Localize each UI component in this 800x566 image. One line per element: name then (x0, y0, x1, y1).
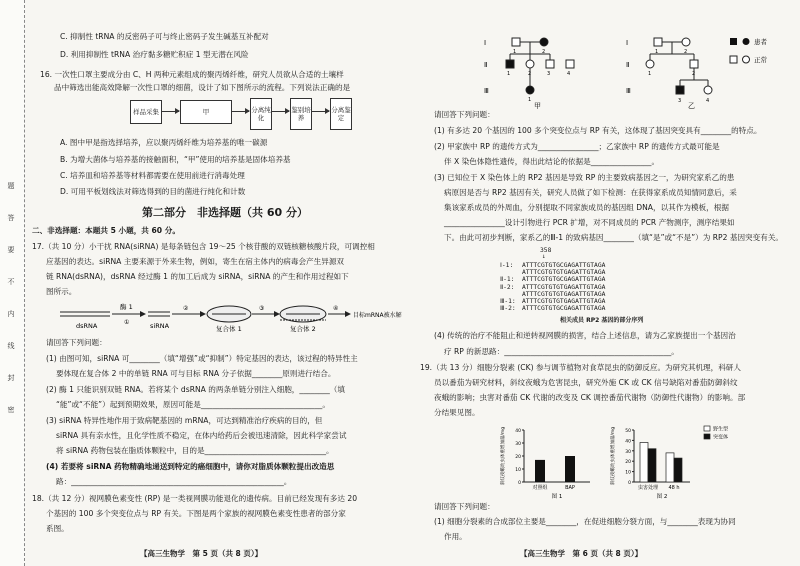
q17-part-2-cont: “能”或“不能”）起到预期效果，原因可能是________________________________。 (56, 400, 330, 409)
margin-char: 题 (7, 182, 15, 190)
bar (565, 456, 575, 482)
sequence-row (500, 269, 605, 276)
margin-char: 答 (7, 214, 15, 222)
q16-option-d: D. 可用平板划线法对筛选得到的目的菌进行纯化和计数 (60, 187, 246, 196)
sequence-text: ATTTCGTGTGCGAGATTGTAGA (522, 305, 606, 313)
step-marker: ③ (259, 305, 265, 312)
bar (648, 449, 656, 482)
margin-char: 内 (7, 310, 15, 318)
section-2-instruction: 二、非选择题：本题共 5 小题，共 60 分。 (32, 226, 180, 235)
q15-option-d: D. 利用抑制性 tRNA 治疗黏多糖贮积症 1 型无潜在风险 (60, 50, 249, 59)
individual-number: 2 (692, 71, 696, 77)
step-marker: ② (183, 305, 189, 312)
q19-stem-line: 夜蛾的影响；虫害对番茄 CK 代谢的改变及 CK 调控番茄代谢物（防御性代谢物）的影响。部 (434, 393, 746, 402)
sequence-row (500, 298, 605, 305)
individual-number: 3 (547, 71, 551, 77)
q16-stem-line: 品中筛选出能高效降解一次性口罩的细菌，设计了如下图所示的流程。下列说法正确的是 (54, 83, 351, 92)
q18-part-3: (3) 已知位于 X 染色体上的 RP2 基因是导致 RP 的主要致病基因之一，为研究家系乙的患 (434, 173, 735, 182)
q17-stem-line: 链 RNA(dsRNA)，dsRNA 经过酶 1 的加工后成为 siRNA，siRNA 的产生和作用过程如下 (46, 272, 349, 281)
sequence-text: ATTTCGTGTGTGAGATTGTAGA (522, 269, 606, 277)
sequence-label: Ⅲ-1: (500, 298, 516, 305)
q18-pedigrees (480, 30, 790, 110)
binding-margin (0, 0, 25, 566)
page-footer-right: 【高三生物学 第 6 页（共 8 页）】 (520, 549, 643, 558)
male-normal (690, 60, 698, 68)
sequence-row (500, 305, 605, 312)
y-tick-label: 50 (625, 429, 631, 434)
q18-part-1: (1) 有多达 20 个基因的 100 多个突变位点与 RP 有关，这体现了基因突变具有________的特点。 (434, 126, 762, 135)
female-normal (526, 60, 534, 68)
q19-part-1: (1) 细胞分裂素的合成部位主要是________，在促进细胞分裂方面，与________表现为协同 (434, 517, 736, 526)
q18-stem-line: 18.（共 12 分）视网膜色素变性 (RP) 是一类视网膜功能退化的遗传病。目前已经发现有多达 20 (32, 494, 358, 503)
y-tick-label: 20 (515, 455, 521, 460)
q17-part-3-cont: 将 siRNA 药物包装在脂质体颗粒中，目的是________________________________。 (56, 446, 334, 455)
y-tick-label: 10 (625, 470, 631, 476)
answer-prompt: 请回答下列问题： (46, 338, 107, 347)
bar (674, 458, 682, 482)
margin-char: 密 (7, 406, 15, 414)
q18-part-3-cont: 集该家系成员的外周血，分别提取不同家族成员的基因组 DNA，以其作为模板，根据 (444, 203, 729, 212)
male-normal (566, 60, 574, 68)
arrow-head (200, 311, 206, 317)
generation-label: Ⅰ (484, 39, 487, 47)
page-5-column (30, 0, 412, 566)
y-tick-label: 40 (515, 429, 521, 434)
sequence-row (500, 276, 605, 283)
margin-char: 线 (7, 342, 15, 350)
q18-part-3-cont: ________________设计引物进行 PCR 扩增，对不同成员的 PCR 产物测序，测序结果如 (444, 218, 735, 227)
legend-female-patient (743, 38, 750, 45)
male-patient (506, 60, 514, 68)
male-normal (546, 60, 554, 68)
page-footer-left: 【高三生物学 第 5 页（共 8 页）】 (140, 549, 263, 558)
sequence-label: Ⅱ-2: (500, 283, 515, 291)
q16-option-a: A. 图中甲是指选择培养，应以聚丙烯纤维为培养基的唯一碳源 (60, 138, 268, 147)
sequence-label: Ⅰ-1: (500, 262, 514, 269)
flow-box-jia: 甲 (180, 100, 232, 124)
generation-label: Ⅲ (484, 87, 489, 95)
flow-box-identify: 鉴别培养 (290, 98, 312, 130)
individual-number: 2 (542, 49, 546, 55)
flow-box-confirm: 分离鉴定 (330, 98, 352, 130)
q18-part-4: (4) 传统的治疗不能阻止和逆转视网膜的损害，结合上述信息，请为乙家族提出一个基因治 (434, 331, 736, 340)
legend-normal-label: 正常 (754, 56, 767, 64)
q16-stem-line: 16. 一次性口罩主要成分由 C、H 两种元素组成的聚丙烯纤维，研究人员欲从合适的土壤样 (40, 70, 344, 79)
answer-prompt: 请回答下列问题： (434, 110, 495, 119)
q17-part-4: (4) 若要将 siRNA 药物精确地递送到特定的癌细胞中，请你对脂质体颗粒提出改造思 (46, 462, 335, 471)
figure-1-chart (498, 420, 598, 500)
label-complex-2: 复合体 2 (290, 325, 316, 333)
sequence-marker: 358 (540, 247, 552, 254)
individual-number: 1 (655, 49, 659, 55)
individual-number: 2 (684, 49, 688, 55)
y-tick-label: 0 (628, 481, 631, 486)
margin-char: 不 (7, 278, 15, 286)
generation-label: Ⅱ (626, 61, 630, 69)
margin-char: 封 (7, 374, 15, 382)
q19-part-1-cont: 作用。 (444, 532, 467, 541)
arrow-head (140, 311, 146, 317)
margin-char: 要 (7, 246, 15, 254)
sequence-label: Ⅲ-2: (500, 305, 516, 313)
sequence-marker-arrow: ↓ (542, 253, 546, 260)
q16-option-b: B. 为增大菌体与培养基的接触面积，“甲”使用的培养基是固体培养基 (60, 155, 291, 164)
generation-label: Ⅱ (484, 61, 488, 69)
q17-part-4-cont: 路：________________________________________________________。 (56, 477, 292, 486)
answer-prompt: 请回答下列问题： (434, 502, 495, 511)
individual-number: 4 (706, 98, 710, 104)
arrow-head (274, 311, 280, 317)
q19-stem-line: 分结果见图。 (434, 408, 480, 417)
figure-2-chart (608, 420, 748, 500)
step-marker: ④ (333, 305, 339, 312)
legend-male-normal (730, 56, 737, 63)
legend-swatch (704, 426, 710, 431)
q17-part-3-cont: siRNA 具有亲水性，且化学性质不稳定，在体内给药后会被迅速清除，因此科学家尝试 (56, 431, 347, 440)
q17-sirna-diagram (40, 300, 410, 336)
generation-label: Ⅲ (626, 87, 631, 95)
flow-arrow (231, 111, 249, 112)
q17-part-2: (2) 酶 1 只能识别双链 RNA。若将某个 dsRNA 的两条单链分别注入细胞，________（填 (46, 385, 345, 394)
legend-patient-label: 患者 (754, 38, 767, 46)
individual-number: 4 (567, 71, 571, 77)
label-complex-1: 复合体 1 (216, 325, 242, 333)
sequence-label: Ⅱ-1: (500, 276, 515, 284)
q16-option-c: C. 培养皿和培养基等材料都需要在使用前进行消毒处理 (60, 171, 245, 180)
pedigree-yi-label: 乙 (688, 102, 695, 110)
y-tick-label: 30 (625, 449, 631, 455)
sequence-text: ATTTCGTGTGTGAGATTGTAGA (522, 290, 606, 298)
q17-part-3: (3) siRNA 特异性地作用于致病靶基因的 mRNA，可达到精准治疗疾病的目的，但 (46, 416, 323, 425)
q18-part-4-cont: 疗 RP 的新思路：____________________________________________。 (444, 347, 679, 356)
flow-box-sample: 样品采集 (130, 100, 162, 124)
male-patient (676, 86, 684, 94)
label-dsrna: dsRNA (76, 322, 98, 330)
legend-label: 突变体 (713, 434, 729, 441)
y-tick-label: 40 (625, 439, 631, 445)
q18-part-3-cont: 病原因是否与 RP2 基因有关，研究人员做了如下检测：在获得家系成员知情同意后，采 (444, 188, 737, 197)
y-tick-label: 0 (518, 481, 521, 486)
bar (640, 442, 648, 482)
q17-stem-line: 17.（共 10 分）小干扰 RNA(siRNA) 是每条链包含 19～25 个核苷酸的双链核糖核酸片段，可调控相 (32, 242, 375, 251)
chart-title: 图 2 (656, 494, 668, 500)
q17-part-1-cont: 要体现在复合体 2 中的单链 RNA 可与目标 RNA 分子依据________原则进行结合。 (56, 369, 336, 378)
sequence-text: ATTTCGTGTGTGAGATTGTAGA (522, 283, 606, 291)
sequence-row (500, 291, 605, 298)
q18-stem-line: 系图。 (46, 524, 69, 533)
x-tick-label: 对照组 (532, 485, 548, 491)
section-2-title: 第二部分 非选择题（共 60 分） (142, 206, 308, 219)
sequence-row (500, 284, 605, 291)
legend-female-normal (743, 56, 750, 63)
individual-number: 1 (507, 71, 511, 77)
q17-part-1: (1) 由图可知，siRNA 可________（填“增强”或“抑制”）特定基因的表达，该过程的特异性主 (46, 354, 358, 363)
q18-part-3-cont: 下。由此可初步判断，家系乙的Ⅲ-1 的致病基因________（填“是”或“不是”）为 RP2 基因突变有关。 (444, 233, 784, 242)
flow-arrow (271, 111, 289, 112)
q19-stem-line: 19.（共 13 分）细胞分裂素 (CK) 参与调节植物对食草昆虫的防御反应。为研究其机理，科研人 (420, 363, 741, 372)
sequence-text: ATTTCGTGTGTGAGATTGTAGA (522, 298, 606, 305)
q18-stem-line: 个基因的 100 多个突变位点与 RP 有关。下图是两个家族的视网膜色素变性患者的部分家 (46, 509, 346, 518)
arrow-head (345, 311, 351, 317)
q17-stem-line: 图所示。 (46, 287, 77, 296)
label-enzyme-1: 酶 1 (120, 303, 133, 311)
generation-label: Ⅰ (626, 39, 629, 47)
male-normal (654, 38, 662, 46)
y-axis-label: 斜纹夜蛾幼虫体重增加量/mg (501, 426, 506, 486)
page-6-column (420, 0, 795, 566)
q15-option-c: C. 抑制性 tRNA 的反密码子可与终止密码子发生碱基互补配对 (60, 32, 269, 41)
x-tick-label: 虫害处理 (637, 485, 659, 491)
individual-number: 2 (528, 71, 532, 77)
y-axis-label: 斜纹夜蛾幼虫体重增加量/mg (611, 426, 616, 486)
sequence-caption: 相关成员 RP2 基因的部分序列 (560, 317, 644, 324)
q18-part-2-cont: 伴 X 染色体隐性遗传，得出此结论的依据是________________。 (444, 157, 660, 166)
sequence-row (500, 262, 605, 269)
individual-number: 1 (648, 71, 652, 77)
flow-arrow (161, 111, 179, 112)
individual-number: 1 (528, 97, 532, 103)
bar (666, 453, 674, 482)
y-tick-label: 10 (515, 468, 521, 473)
y-tick-label: 20 (625, 460, 631, 466)
female-patient (540, 38, 548, 46)
flow-box-separate: 分离纯化 (250, 98, 272, 130)
chart-title: 图 1 (551, 494, 563, 500)
female-normal (704, 86, 712, 94)
female-normal (646, 60, 654, 68)
legend-swatch (704, 434, 710, 439)
legend-label: 野生型 (713, 426, 729, 433)
individual-number: 1 (513, 49, 517, 55)
y-tick-label: 30 (515, 442, 521, 447)
step-marker: ① (124, 319, 130, 326)
individual-number: 3 (678, 98, 682, 104)
x-tick-label: BAP (565, 485, 575, 491)
bar (535, 460, 545, 482)
x-tick-label: 48 h (668, 485, 680, 491)
label-target-hydrolyzed: 目标mRNA被水解 (353, 312, 402, 319)
pedigree-jia-label: 甲 (534, 102, 541, 110)
female-normal (682, 38, 690, 46)
female-patient (526, 86, 534, 94)
q19-stem-line: 员以番茄为研究材料，斜纹夜蛾为危害昆虫，研究外施 CK 或 CK 信号缺陷对番茄防御斜纹 (434, 378, 738, 387)
q18-part-2: (2) 甲家族中 RP 的遗传方式为________________；乙家族中 RP 的遗传方式最可能是 (434, 142, 720, 151)
legend-male-patient (730, 38, 737, 45)
q17-stem-line: 应基因的表达。siRNA 主要来源于外来生物，例如，寄生在宿主体内的病毒会产生异源双 (46, 257, 345, 266)
sequence-text: ATTTCGTGTGCGAGATTGTAGA (522, 262, 606, 269)
label-sirna: siRNA (150, 322, 170, 330)
sequence-text: ATTTCGTGTGCGAGATTGTAGA (522, 276, 606, 284)
flow-arrow (311, 111, 329, 112)
male-normal (512, 38, 520, 46)
